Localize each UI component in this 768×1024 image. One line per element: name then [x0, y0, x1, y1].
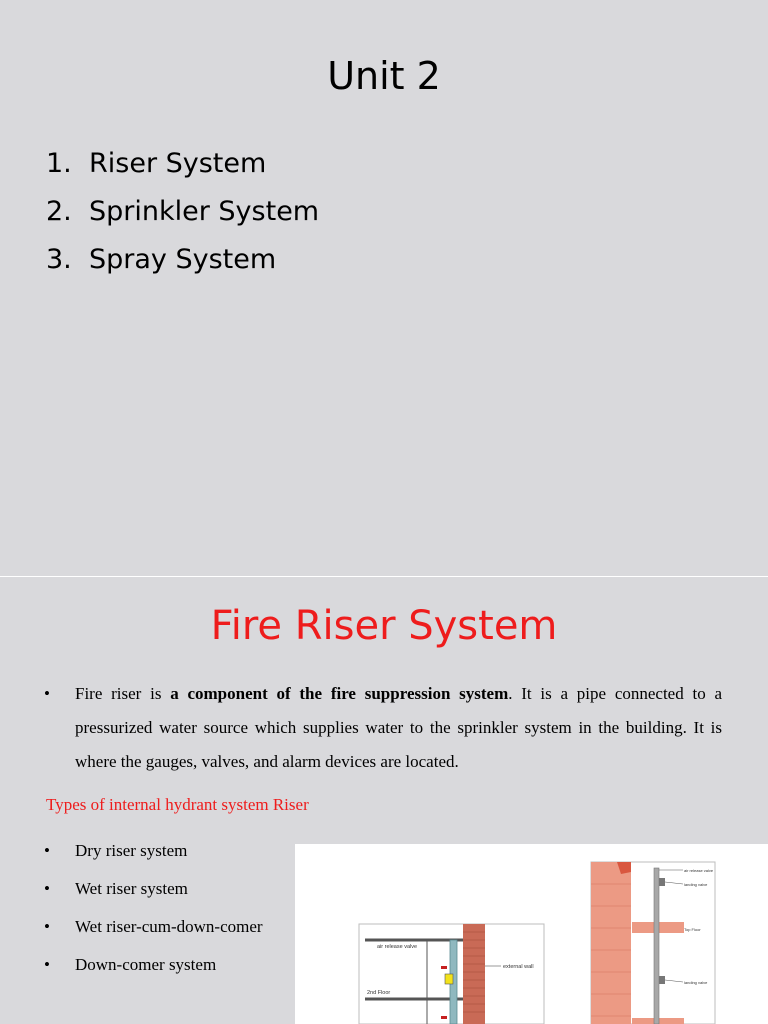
definition-text	[75, 677, 722, 779]
definition-paragraph	[44, 677, 722, 779]
types-heading: Types of internal hydrant system Riser	[46, 795, 309, 814]
definition-prefix: Fire riser is	[75, 684, 171, 703]
bullet-icon: •	[44, 955, 50, 974]
list-item	[44, 870, 263, 908]
topic-list	[46, 140, 319, 284]
type-label: Wet riser system	[75, 879, 188, 898]
definition-bold: a component of the fire suppression system	[170, 684, 509, 703]
type-label: Dry riser system	[75, 841, 188, 860]
riser-diagram-svg	[295, 844, 768, 1024]
topic-label: Sprinkler System	[89, 196, 320, 227]
label-air-release-valve: air release valve	[377, 944, 418, 950]
brick-wall	[591, 862, 631, 1024]
brick-wall	[463, 924, 485, 1024]
types-list	[44, 832, 263, 984]
label-landing-valve: landing valve	[684, 980, 708, 985]
slide-title: Unit 2	[327, 54, 441, 98]
topic-label: Spray System	[89, 244, 277, 275]
topic-item	[46, 140, 319, 188]
topic-item	[46, 188, 319, 236]
topic-number: 3.	[46, 244, 72, 275]
label-external-wall: external wall	[503, 964, 534, 970]
riser-pipe	[654, 868, 659, 1024]
type-label: Wet riser-cum-down-comer	[75, 917, 263, 936]
bullet-icon: •	[44, 879, 50, 898]
list-item	[44, 908, 263, 946]
dry-riser-diagram	[359, 924, 544, 1024]
riser-diagram-image	[295, 844, 768, 1024]
slide-fire-riser-system	[0, 577, 768, 1024]
topic-label: Riser System	[89, 148, 267, 179]
valve-icon	[659, 976, 665, 984]
label-floor: 2nd Floor	[367, 990, 391, 996]
topic-number: 1.	[46, 148, 72, 179]
type-label: Down-comer system	[75, 955, 217, 974]
bullet-icon: •	[44, 684, 50, 703]
bullet-icon: •	[44, 917, 50, 936]
valve-icon	[659, 878, 665, 886]
label-top-floor: Top Floor	[684, 927, 701, 932]
topic-number: 2.	[46, 196, 72, 227]
valve-icon	[445, 974, 453, 984]
definition-suffix: . It is a pipe connected to a pressurized water source which supplies water to the sprinkler system in the building. It is where the gauges, valves, and alarm devices are located.	[75, 684, 722, 771]
list-item	[44, 946, 263, 984]
label-air-release-valve: air release valve	[684, 868, 714, 873]
slide-title: Fire Riser System	[210, 603, 558, 649]
bullet-icon: •	[44, 841, 50, 860]
wet-riser-diagram	[591, 862, 715, 1024]
topic-item	[46, 236, 319, 284]
list-item	[44, 832, 263, 870]
valve-handle-icon	[441, 1016, 447, 1019]
valve-handle-icon	[441, 966, 447, 969]
label-landing-valve: landing valve	[684, 882, 708, 887]
